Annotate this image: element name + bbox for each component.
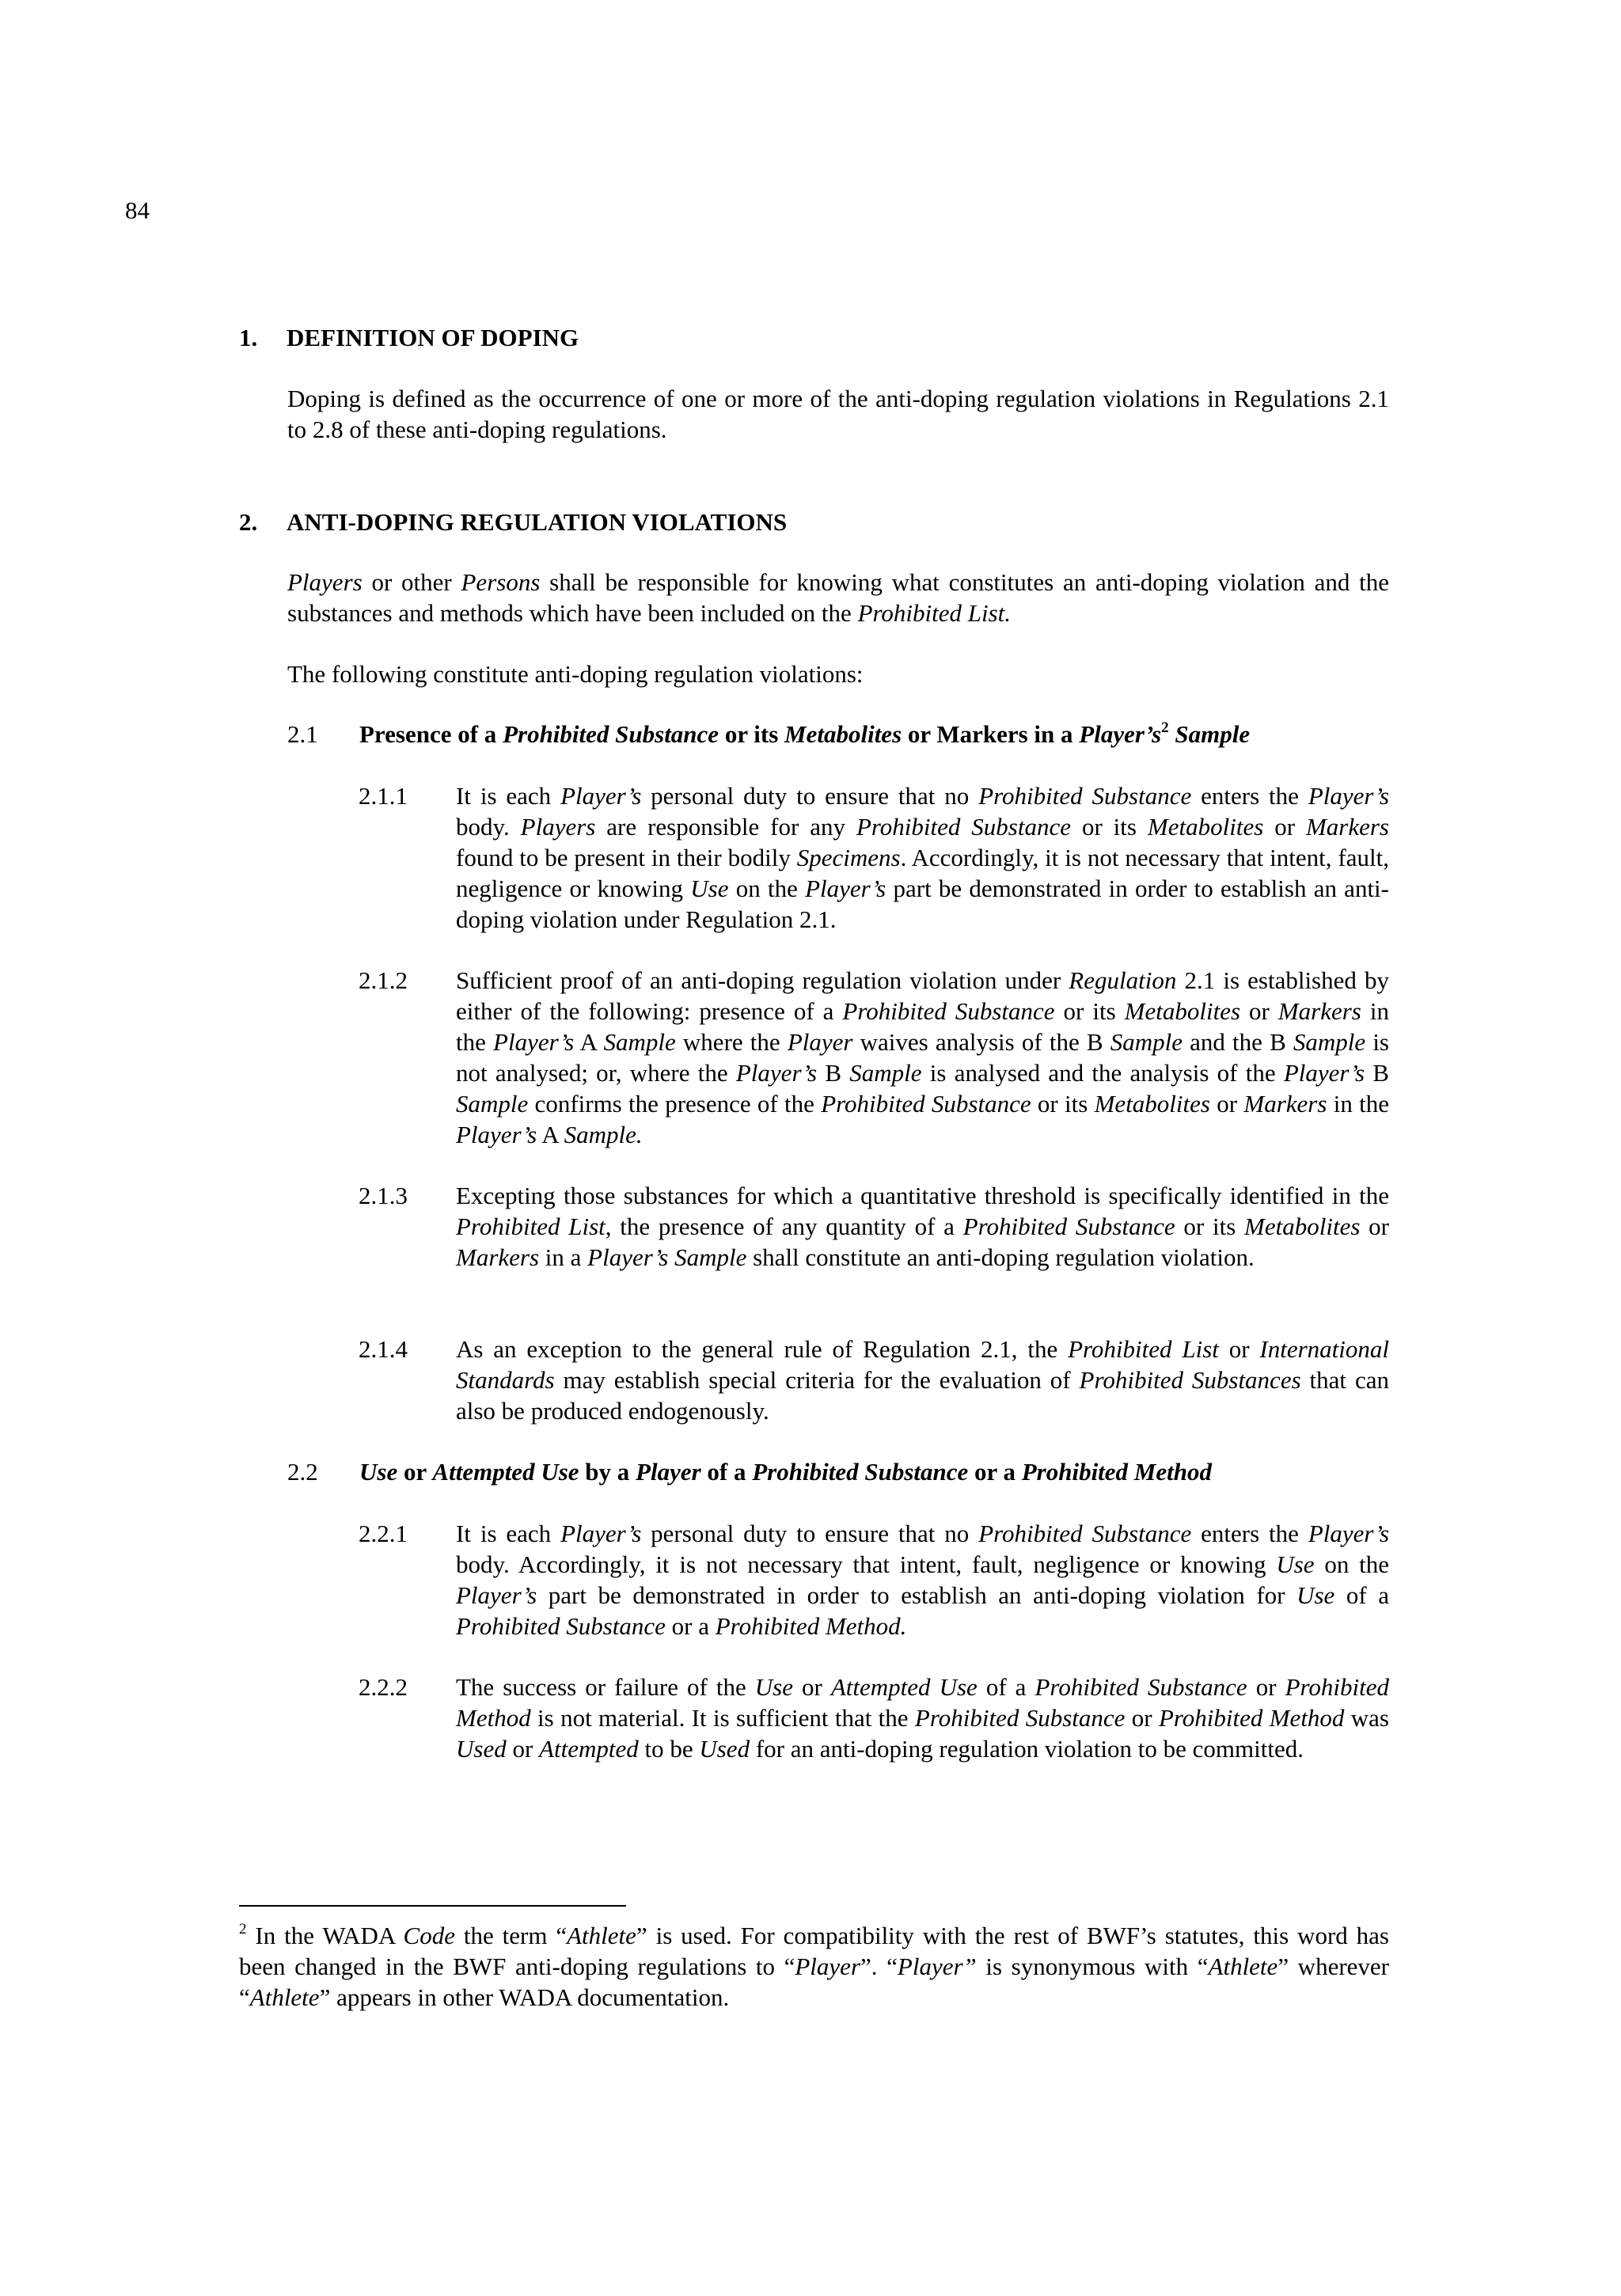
- regulation-item: [359, 965, 1389, 1150]
- section-heading: [239, 322, 579, 354]
- subsection-heading: [287, 1456, 1389, 1487]
- item-text: The success or failure of the Use or Attempted Use of a Prohibited Substance or Prohibited Method is not material. It is sufficient that the Prohibited Substance or Prohibited Method was Used or Attempted to be Used for an anti-doping regulation violation to be committed.: [456, 1673, 1390, 1763]
- regulation-item: [359, 1180, 1389, 1273]
- item-number: 2.1.4: [359, 1335, 408, 1363]
- regulation-item: [359, 1672, 1389, 1764]
- section-number: 2.: [239, 508, 258, 536]
- section-title: DEFINITION OF DOPING: [287, 324, 579, 351]
- footnote: [239, 1920, 1389, 2013]
- regulation-item: [359, 1334, 1389, 1426]
- subsection-number: 2.2: [287, 1458, 318, 1486]
- item-number: 2.1.3: [359, 1182, 408, 1209]
- regulation-item: [359, 1518, 1389, 1641]
- item-text: As an exception to the general rule of Regulation 2.1, the Prohibited List or International Standards may establish special criteria for the evaluation of Prohibited Substances that can also be produced endogenously.: [456, 1335, 1389, 1425]
- paragraph: The following constitute anti-doping regulation violations:: [287, 660, 864, 688]
- section-title: ANTI-DOPING REGULATION VIOLATIONS: [287, 508, 788, 536]
- item-text: It is each Player’s personal duty to ensure that no Prohibited Substance enters the Player’s body. Accordingly, it is not necessary that intent, fault, negligence or knowing Use on the Player’s part be demonstrated in order to establish an anti-doping violation for Use of a Prohibited Substance or a Prohibited Method.: [456, 1520, 1390, 1640]
- subsection-title: Presence of a Prohibited Substance or its Metabolites or Markers in a $Player’s^2$ Sample: [359, 719, 1251, 748]
- item-text: Sufficient proof of an anti-doping regulation violation under Regulation 2.1 is established by either of the following: presence of a Prohibited Substance or its Metabolites or Markers in the Player’s A Sample where the Player waives analysis of the B Sample and the B Sample is not analysed; or, where the Player’s B Sample is analysed and the analysis of the Player’s B Sample confirms the presence of the Prohibited Substance or its Metabolites or Markers in the Player’s A Sample.: [456, 966, 1390, 1148]
- footnote-marker: 2: [239, 1920, 247, 1937]
- item-number: 2.1.2: [359, 966, 408, 994]
- footnote-separator: [239, 1905, 626, 1907]
- regulation-item: [359, 780, 1389, 935]
- item-text: Excepting those substances for which a quantitative threshold is specifically identified in the Prohibited List, the presence of any quantity of a Prohibited Substance or its Metabolites or Markers in a Player’s Sample shall constitute an anti-doping regulation violation.: [456, 1182, 1389, 1271]
- item-number: 2.1.1: [359, 782, 408, 810]
- item-number: 2.2.2: [359, 1673, 408, 1701]
- subsection-title: Use or Attempted Use by a Player of a Prohibited Substance or a Prohibited Method: [359, 1458, 1212, 1486]
- subsection-heading: [287, 719, 1389, 750]
- paragraph: Doping is defined as the occurrence of one or more of the anti-doping regulation violations in Regulations 2.1 to 2.8 of these anti-doping regulations.: [287, 385, 1389, 443]
- footnote-text: In the WADA Code the term “Athlete” is used. For compatibility with the rest of BWF’s statutes, this word has been changed in the BWF anti-doping regulations to “Player”. “Player” is synonymous with “Athlete” wherever “Athlete” appears in other WADA documentation.: [239, 1922, 1389, 2011]
- item-text: It is each Player’s personal duty to ensure that no Prohibited Substance enters the Player’s body. Players are responsible for any Prohibited Substance or its Metabolites or Markers found to be present in their bodily Specimens. Accordingly, it is not necessary that intent, fault, negligence or knowing Use on the Player’s part be demonstrated in order to establish an anti-doping violation under Regulation 2.1.: [456, 782, 1390, 933]
- section-heading: [239, 507, 787, 538]
- page-number: 84: [125, 196, 150, 224]
- paragraph: Players or other Persons shall be responsible for knowing what constitutes an anti-doping violation and the substances and methods which have been included on the Prohibited List.: [287, 568, 1389, 627]
- item-number: 2.2.1: [359, 1520, 408, 1547]
- section-number: 1.: [239, 324, 258, 351]
- subsection-number: 2.1: [287, 720, 318, 748]
